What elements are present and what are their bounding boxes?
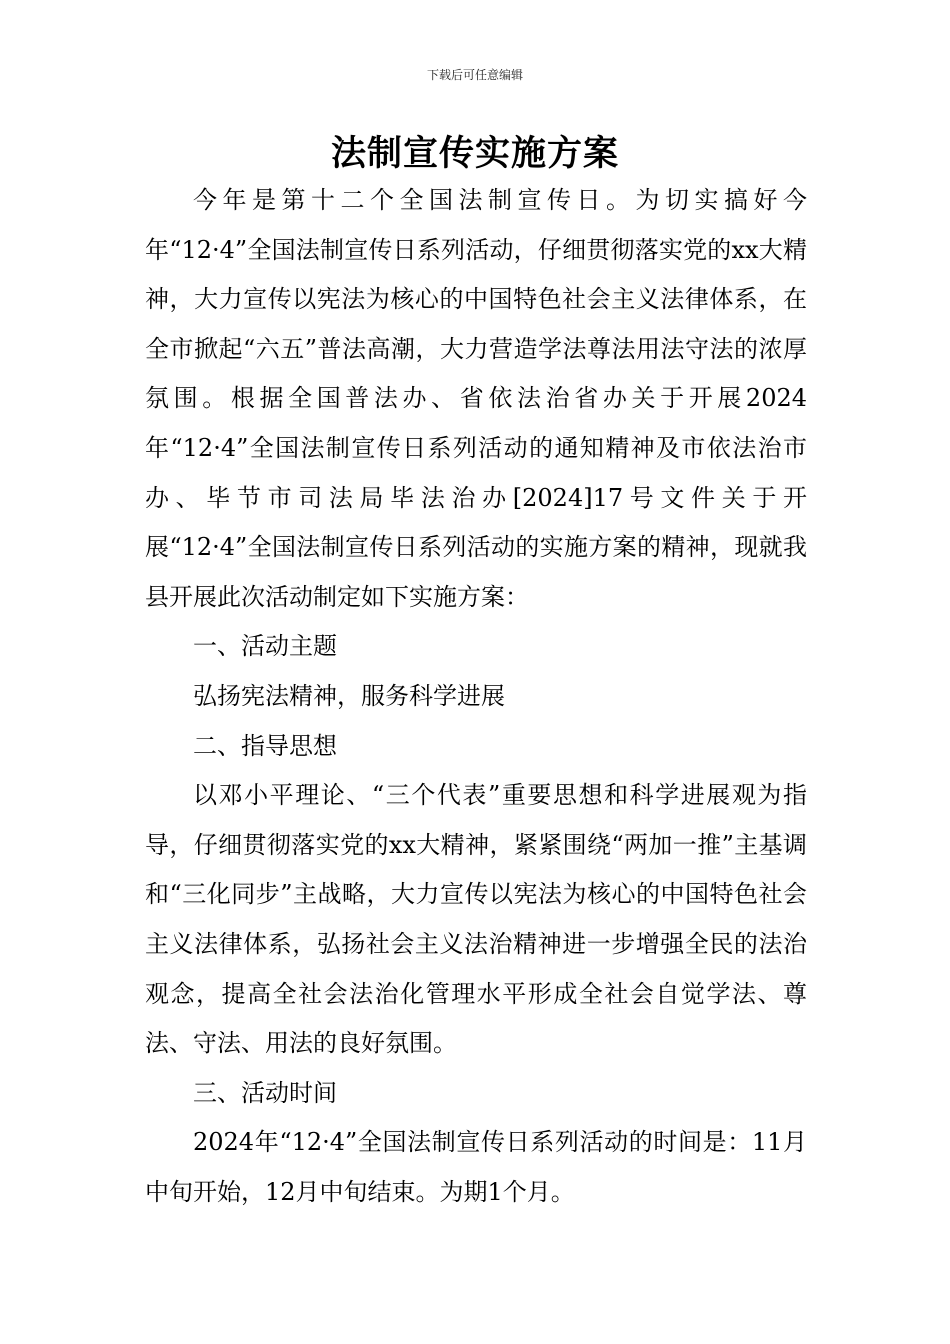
section-2-heading: 二、指导思想: [193, 731, 337, 760]
header-note: 下载后可任意编辑: [426, 68, 523, 82]
section-3-heading: 三、活动时间: [193, 1078, 337, 1107]
document-title: 法制宣传实施方案: [330, 134, 619, 174]
document-body: [145, 176, 807, 1217]
section-2-paragraph: 以邓小平理论、“三个代表”重要思想和科学进展观为指导，仔细贯彻落实党的xx大精神，紧紧围绕“两加一推”主基调和“三化同步”主战略，大力宣传以宪法为核心的中国特色社会主义法律体系，弘扬社会主义法治精神进一步增强全民的法治观念，提高全社会法治化管理水平形成全社会自觉学法、尊法、守法、用法的良好氛围。: [145, 781, 807, 1058]
section-3-paragraph: 2024年“12·4”全国法制宣传日系列活动的时间是：11月中旬开始，12月中旬结束。为期1个月。: [145, 1128, 807, 1206]
intro-paragraph: 今年是第十二个全国法制宣传日。为切实搞好今年“12·4”全国法制宣传日系列活动，仔细贯彻落实党的xx大精神，大力宣传以宪法为核心的中国特色社会主义法律体系，在全市掀起“六五”普法高潮，大力营造学法尊法用法守法的浓厚氛围。根据全国普法办、省依法治省办关于开展2024年“12·4”全国法制宣传日系列活动的通知精神及市依法治市办、毕节市司法局毕法治办[2024]17号文件关于开展“12·4”全国法制宣传日系列活动的实施方案的精神，现就我县开展此次活动制定如下实施方案：: [145, 186, 807, 611]
section-1-heading: 一、活动主题: [193, 632, 337, 661]
section-1-text: 弘扬宪法精神，服务科学进展: [193, 681, 505, 710]
